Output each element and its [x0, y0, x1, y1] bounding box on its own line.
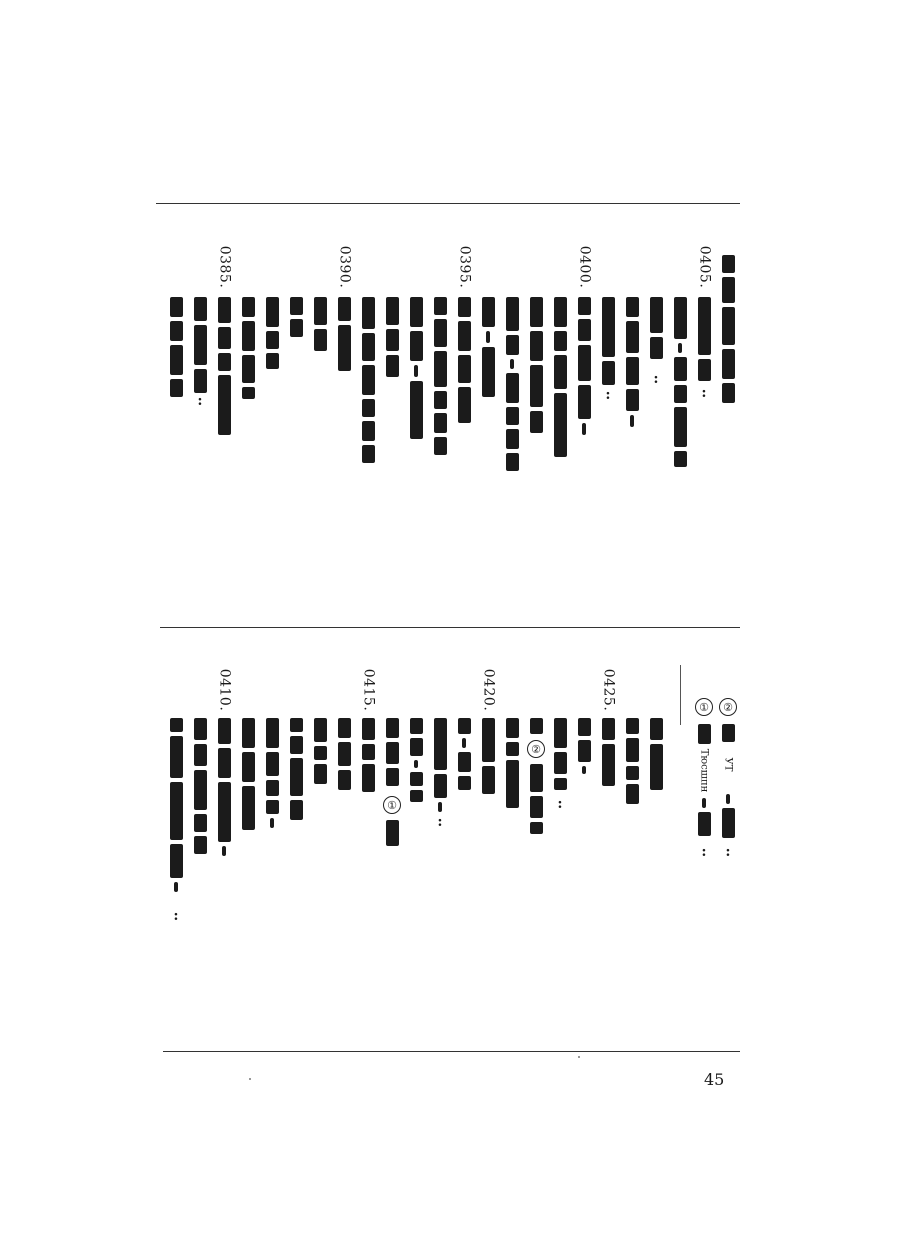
text-column [668, 245, 692, 525]
mongolian-script-line [480, 297, 496, 401]
text-column [644, 245, 668, 525]
text-column [500, 245, 524, 525]
mongolian-script-line [216, 718, 232, 860]
text-column [380, 245, 404, 525]
text-column [260, 245, 284, 525]
footnote-marker-1: ① [695, 698, 713, 716]
mongolian-script-line [480, 718, 496, 798]
footnote-cyrillic-text: УТ [722, 757, 734, 771]
entry-number: 0405. [696, 245, 712, 289]
mongolian-script-line [696, 724, 712, 748]
text-column [428, 245, 452, 525]
entry-number: 0385. [216, 245, 232, 289]
footnote-2 [716, 698, 740, 878]
scan-speck [249, 1078, 251, 1080]
entry-number: 0410. [216, 668, 232, 712]
double-dot-punctuation: : [701, 385, 707, 401]
mongolian-script-line [240, 718, 256, 834]
text-column [524, 245, 548, 525]
double-dot-punctuation: : [557, 796, 563, 812]
mongolian-script-line [432, 297, 448, 459]
mongolian-script-line [384, 820, 400, 850]
text-column [548, 668, 572, 948]
mongolian-script-line [360, 718, 376, 796]
mongolian-script-line [168, 297, 184, 401]
entry-column-0390 [332, 245, 356, 525]
mongolian-script-line [336, 297, 352, 375]
mongolian-script-line [456, 718, 472, 794]
mongolian-script-line [336, 718, 352, 794]
mongolian-script-line [408, 297, 424, 443]
text-column [620, 245, 644, 525]
middle-rule [160, 627, 740, 628]
mongolian-script-line [696, 297, 712, 385]
entry-number: 0420. [480, 668, 496, 712]
mongolian-script-line [576, 297, 592, 439]
footnote-1 [692, 698, 716, 898]
mongolian-script-line [264, 297, 280, 373]
mongolian-script-line [720, 724, 736, 746]
text-column [260, 668, 284, 948]
bottom-rule [163, 1051, 740, 1052]
text-column [284, 668, 308, 948]
entry-number: 0400. [576, 245, 592, 289]
mongolian-script-line [384, 297, 400, 381]
text-column [404, 245, 428, 525]
mongolian-script-line [624, 297, 640, 431]
entry-number: 0395. [456, 245, 472, 289]
mongolian-script-line [264, 718, 280, 832]
mongolian-script-line [624, 718, 640, 808]
mongolian-script-line [504, 718, 520, 812]
text-column [572, 668, 596, 948]
footnote-marker-2: ② [527, 740, 545, 758]
text-column [236, 245, 260, 525]
mongolian-script-line [576, 718, 592, 778]
entry-column-0405 [692, 245, 716, 525]
entry-number: 0415. [360, 668, 376, 712]
text-column [716, 245, 740, 475]
footnote-marker-1: ① [383, 796, 401, 814]
entry-column-0395 [452, 245, 476, 525]
mongolian-script-line [552, 718, 568, 794]
mongolian-script-line [552, 297, 568, 461]
text-column [164, 245, 188, 525]
text-column [548, 245, 572, 525]
text-column [356, 245, 380, 525]
double-dot-punctuation: : [437, 814, 443, 830]
text-column [380, 668, 404, 948]
mongolian-script-line [600, 718, 616, 790]
mongolian-script-line [288, 297, 304, 341]
text-column [332, 668, 356, 948]
double-dot-punctuation: : [725, 844, 731, 860]
text-column [284, 245, 308, 525]
text-column [500, 668, 524, 948]
mongolian-script-line [216, 297, 232, 439]
mongolian-script-line [528, 718, 544, 738]
mongolian-script-line [240, 297, 256, 403]
text-column [428, 668, 452, 948]
mongolian-script-line [408, 718, 424, 806]
text-column [188, 668, 212, 948]
mongolian-script-line [192, 718, 208, 858]
mongolian-script-line [432, 718, 448, 816]
text-column [476, 245, 500, 525]
mongolian-script-line [312, 297, 328, 355]
entry-column-0410 [212, 668, 236, 948]
footnote-separator-rule [680, 665, 681, 725]
mongolian-script-line [192, 297, 208, 397]
footnote-cyrillic-text: Тюсшпн [698, 748, 710, 792]
mongolian-script-line [504, 297, 520, 475]
mongolian-script-line [648, 297, 664, 363]
text-column [452, 668, 476, 948]
mongolian-script-line [600, 297, 616, 389]
double-dot-punctuation: : [197, 393, 203, 409]
mongolian-script-line [288, 718, 304, 824]
mongolian-script-line [528, 764, 544, 838]
entry-column-0400 [572, 245, 596, 525]
entry-column-0385 [212, 245, 236, 525]
mongolian-script-line [312, 718, 328, 788]
double-dot-punctuation: : [653, 371, 659, 387]
entry-column-0415 [356, 668, 380, 948]
text-column [404, 668, 428, 948]
double-dot-punctuation: : [701, 844, 707, 860]
text-column [524, 668, 548, 948]
mongolian-script-line [720, 794, 736, 842]
text-column [596, 245, 620, 525]
page-number: 45 [704, 1070, 725, 1089]
text-column [164, 668, 188, 948]
text-column [620, 668, 644, 948]
text-column [308, 245, 332, 525]
entry-column-0420 [476, 668, 500, 948]
entry-number: 0390. [336, 245, 352, 289]
text-column [308, 668, 332, 948]
top-rule [156, 203, 740, 204]
mongolian-script-line [168, 718, 184, 896]
mongolian-script-line [648, 718, 664, 794]
text-column [236, 668, 260, 948]
footnote-marker-2: ② [719, 698, 737, 716]
mongolian-script-line [456, 297, 472, 427]
mongolian-script-line [672, 297, 688, 471]
entry-number: 0425. [600, 668, 616, 712]
mongolian-script-line [528, 297, 544, 437]
text-column [188, 245, 212, 525]
mongolian-script-line [384, 718, 400, 790]
mongolian-script-line [720, 255, 736, 407]
double-dot-punctuation: : [605, 387, 611, 403]
scan-speck [578, 1056, 580, 1058]
entry-column-0425 [596, 668, 620, 948]
text-column [644, 668, 668, 948]
double-dot-punctuation: : [173, 908, 179, 924]
mongolian-script-line [696, 798, 712, 840]
mongolian-script-line [360, 297, 376, 467]
